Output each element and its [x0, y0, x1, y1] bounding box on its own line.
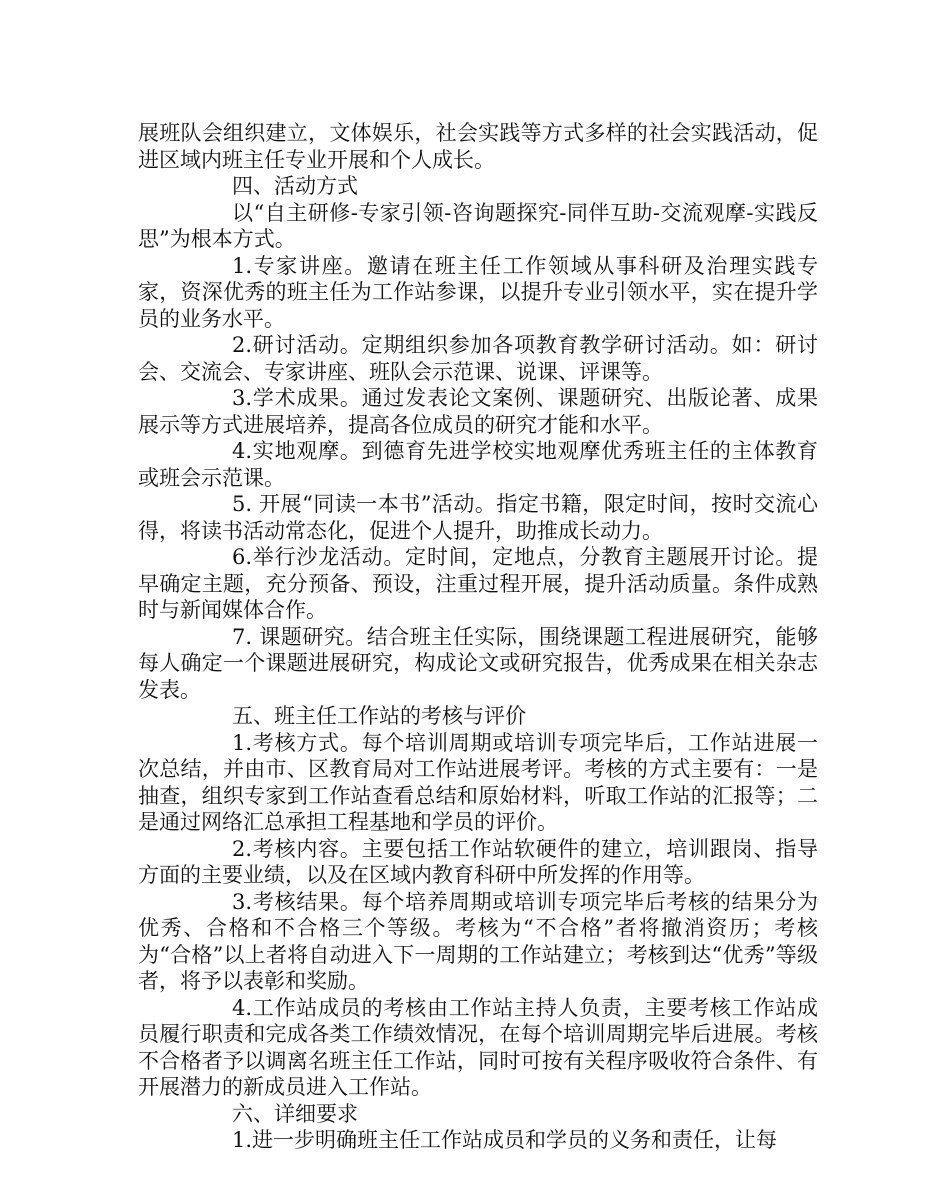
section-heading-assessment: 五、班主任工作站的考核与评价 [232, 704, 526, 728]
list-item: 7. 课题研究。结合班主任实际，围绕课题工程进展研究，能够每人确定一个课题进展研究，构成论文或研究报告，优秀成果在相关杂志发表。 [138, 624, 818, 702]
list-item: 1.考核方式。每个培训周期或培训专项完毕后，工作站进展一次总结，并由市、区教育局对工作站进展考评。考核的方式主要有：一是抽查，组织专家到工作站查看总结和原始材料，听取工作站的汇报等；二是通过网络汇总承担工程基地和学员的评价。 [138, 730, 818, 834]
paragraph-continued: 展班队会组织建立，文体娱乐，社会实践等方式多样的社会实践活动，促进区域内班主任专业开展和个人成长。 [138, 121, 818, 172]
list-item: 2.研讨活动。定期组织参加各项教育教学研讨活动。如：研讨会、交流会、专家讲座、班队会示范课、说课、评课等。 [138, 333, 818, 384]
list-item: 1.专家讲座。邀请在班主任工作领域从事科研及治理实践专家，资深优秀的班主任为工作站参课，以提升专业引领水平，实在提升学员的业务水平。 [138, 253, 818, 331]
list-item: 4.工作站成员的考核由工作站主持人负责，主要考核工作站成员履行职责和完成各类工作绩效情况，在每个培训周期完毕后进展。考核不合格者予以调离名班主任工作站，同时可按有关程序吸收符合条件、有开展潜力的新成员进入工作站。 [138, 995, 818, 1099]
list-item: 3.考核结果。每个培养周期或培训专项完毕后考核的结果分为优秀、合格和不合格三个等级。考核为“不合格”者将撤消资历；考核为“合格”以上者将自动进入下一周期的工作站建立；考核到达“优秀”等级者，将予以表彰和奖励。 [138, 889, 818, 993]
list-item: 3.学术成果。通过发表论文案例、课题研究、出版论著、成果展示等方式进展培养，提高各位成员的研究才能和水平。 [138, 386, 818, 437]
document-page [138, 120, 818, 1154]
list-item: 1.进一步明确班主任工作站成员和学员的义务和责任，让每 [232, 1128, 778, 1152]
list-item: 6.举行沙龙活动。定时间，定地点，分教育主题展开讨论。提早确定主题，充分预备、预设，注重过程开展，提升活动质量。条件成熟时与新闻媒体合作。 [138, 545, 818, 622]
section-heading-requirements: 六、详细要求 [232, 1101, 358, 1126]
list-item: 2.考核内容。主要包括工作站软硬件的建立，培训跟岗、指导方面的主要业绩，以及在区域内教育科研中所发挥的作用等。 [138, 836, 818, 887]
section-heading-activity-methods: 四、活动方式 [232, 174, 358, 198]
list-item: 5. 开展“同读一本书”活动。指定书籍，限定时间，按时交流心得，将读书活动常态化，促进个人提升，助推成长动力。 [138, 492, 818, 543]
list-item: 4.实地观摩。到德育先进学校实地观摩优秀班主任的主体教育或班会示范课。 [138, 439, 818, 490]
paragraph: 以“自主研修-专家引领-咨询题探究-同伴互助-交流观摩-实践反思”为根本方式。 [138, 200, 818, 251]
